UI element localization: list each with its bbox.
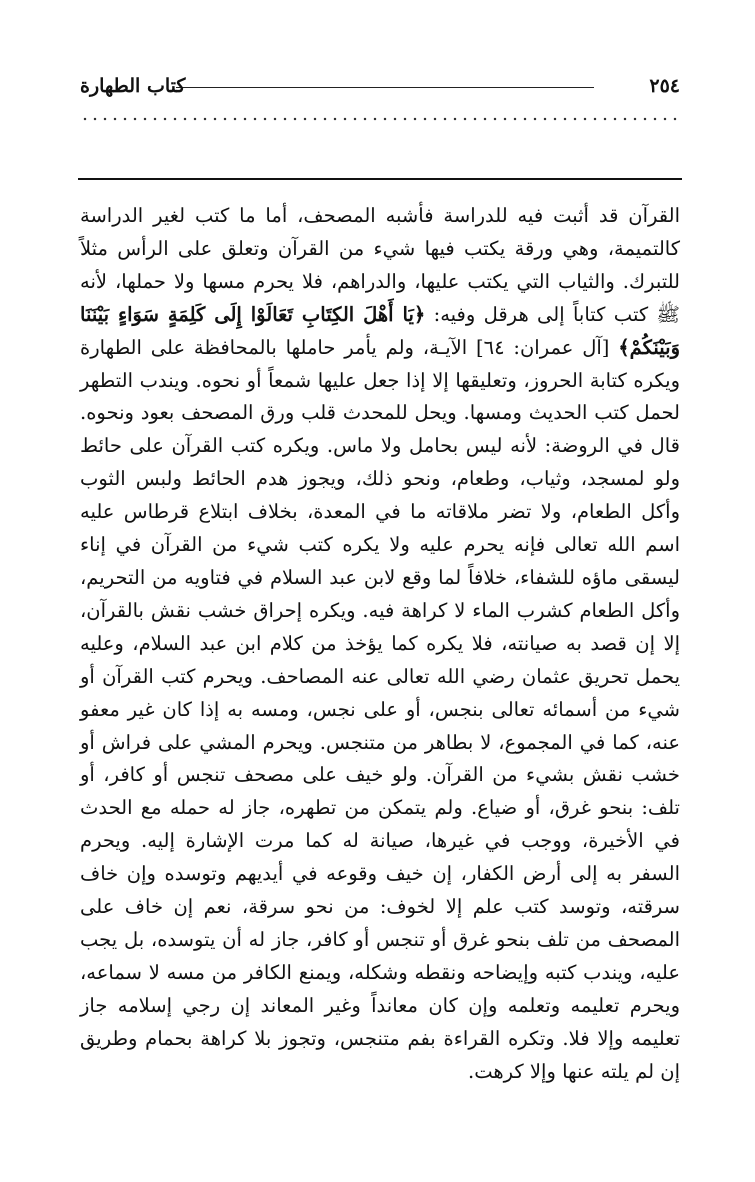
- quran-verse: ﴿يَا أَهْلَ الكِتَابِ تَعَالَوْا إِلَى كَلِمَةٍ سَوَاءٍ بَيْنَنَا وَبَيْنَكُمْ﴾: [80, 302, 681, 359]
- body-text-part-2: [آل عمران: ٦٤] الآيـة، ولم يأمر حاملها بالمحافظة على الطهارة ويكره كتابة الحروز، وتعليقها إلا إذا جعل عليها شمعاً أو نحوه. ويندب التطهر لحمل كتب الحديث ومسها. ويحل للمحدث قلب ورق المصحف بعود ونحوه. قال في الروضة: لأنه ليس بحامل ولا ماس. ويكره كتب القرآن على حائط ولو لمسجد، وثياب، وطعام، ونحو ذلك، ويجوز هدم الحائط ولبس الثوب وأكل الطعام، ولا تضر ملاقاته ما في المعدة، بخلاف ابتلاع قرطاس عليه اسم الله تعالى فإنه يحرم عليه ولا يكره كتب شيء من القرآن في إناء ليسقى ماؤه للشفاء، خلافاً لما وقع لابن عبد السلام في فتاويه من التحريم، وأكل الطعام كشرب الماء لا كراهة فيه. ويكره إحراق خشب نقش بالقرآن، إلا إن قصد به صيانته، فلا يكره كما يؤخذ من كلام ابن عبد السلام، وعليه يحمل تحريق عثمان رضي الله تعالى عنه المصاحف. ويحرم كتب القرآن أو شيء من أسمائه تعالى بنجس، أو على نجس، ومسه به إذا كان غير معفو عنه، كما في المجموع، لا بطاهر من متنجس. ويحرم المشي على فراش أو خشب نقش بشيء من القرآن. ولو خيف على مصحف تنجس أو كافر، أو تلف: بنحو غرق، أو ضياع. ولم يتمكن من تطهره، جاز له حمله مع الحدث في الأخيرة، ووجب في غيرها، صيانة له كما مرت الإشارة إليه. ويحرم السفر به إلى أرض الكفار، إن خيف وقوعه في أيديهم وتوسده وإن خاف سرقته، وتوسد كتب علم إلا لخوف: من نحو سرقة، نعم إن خاف على المصحف من تلف بنحو غرق أو تنجس أو كافر، جاز له أن يتوسده، بل يجب عليه، ويندب كتبه وإيضاحه ونقطه وشكله، ويمنع الكافر من مسه لا سماعه، ويحرم تعليمه وتعلمه وإن كان معانداً وغير المعاند إن رجي إسلامه جاز تعليمه وإلا فلا. وتكره القراءة بفم متنجس، وتجوز بلا كراهة بحمام وطريق إن لم يلته عنها وإلا كرهت.: [80, 335, 680, 1083]
- body-text-part-1: القرآن قد أثبت فيه للدراسة فأشبه المصحف، أما ما كتب لغير الدراسة كالتميمة، وهي ورقة يكتب فيها شيء من القرآن وتعلق على الرأس مثلاً للتبرك. والثياب التي يكتب عليها، والدراهم، فلا يحرم مسها ولا حملها، لأنه ﷺ كتب كتاباً إلى هرقل وفيه:: [80, 204, 680, 326]
- header-rule: [176, 87, 594, 88]
- page-number: ٢٥٤: [649, 75, 680, 97]
- book-title: كتاب الطهارة: [80, 75, 186, 97]
- solid-divider: [78, 178, 682, 180]
- running-header: [80, 74, 680, 100]
- dotted-divider: [80, 116, 680, 122]
- body-paragraph: [80, 200, 680, 1088]
